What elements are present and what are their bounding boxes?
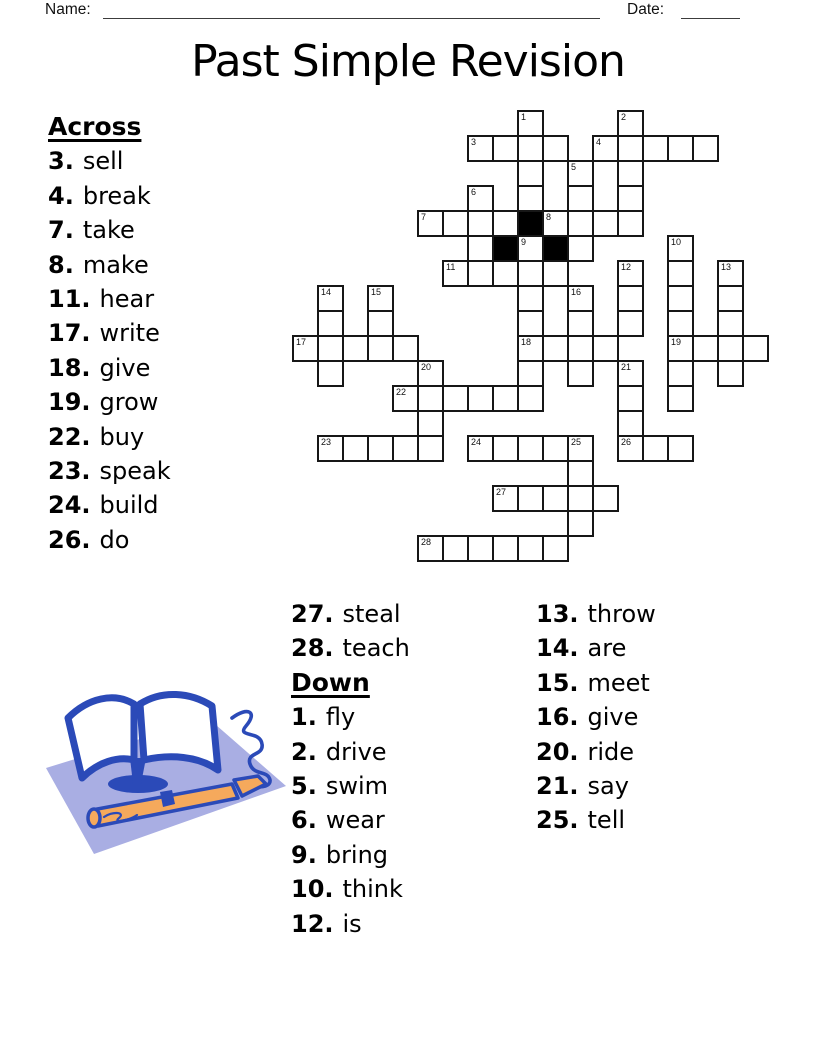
grid-cell[interactable] [567, 460, 594, 487]
grid-cell-black [517, 210, 544, 237]
crossword-grid [292, 110, 769, 562]
clue-word: make [82, 250, 149, 279]
grid-cell[interactable] [442, 535, 469, 562]
grid-cell[interactable] [417, 385, 444, 412]
grid-cell[interactable] [567, 360, 594, 387]
grid-cell[interactable] [492, 210, 519, 237]
cell-number: 27 [496, 487, 507, 497]
grid-cell[interactable] [517, 435, 544, 462]
grid-cell[interactable] [717, 335, 744, 362]
clue-item [291, 872, 410, 906]
grid-cell[interactable] [517, 260, 544, 287]
grid-cell[interactable] [692, 335, 719, 362]
across-clue-list [48, 110, 171, 557]
cell-number: 24 [471, 437, 482, 447]
clue-number: 7. [48, 216, 74, 245]
grid-cell[interactable] [542, 485, 569, 512]
grid-cell[interactable] [367, 310, 394, 337]
clue-item [536, 735, 656, 769]
clue-word: fly [325, 703, 356, 732]
clue-number: 25. [536, 806, 579, 835]
clue-word: wear [325, 806, 385, 835]
grid-cell[interactable] [517, 185, 544, 212]
grid-cell[interactable] [367, 435, 394, 462]
grid-cell[interactable] [442, 260, 469, 287]
clue-word: teach [342, 634, 410, 663]
grid-cell[interactable] [442, 210, 469, 237]
grid-cell[interactable] [617, 360, 644, 387]
grid-cell[interactable] [567, 210, 594, 237]
clue-word: drive [325, 737, 387, 766]
grid-cell[interactable] [617, 385, 644, 412]
clue-number: 24. [48, 491, 91, 520]
cell-number: 4 [596, 137, 602, 147]
clue-item [48, 420, 171, 454]
date-label: Date: [627, 1, 665, 18]
across-tail-clue-items [291, 597, 410, 666]
grid-cell[interactable] [617, 310, 644, 337]
cell-number: 19 [671, 337, 682, 347]
grid-cell[interactable] [417, 410, 444, 437]
grid-cell[interactable] [392, 385, 419, 412]
clue-word: break [82, 181, 151, 210]
grid-cell[interactable] [392, 335, 419, 362]
clue-word: grow [99, 388, 159, 417]
grid-cell[interactable] [617, 260, 644, 287]
grid-cell[interactable] [667, 385, 694, 412]
grid-cell[interactable] [367, 335, 394, 362]
grid-cell[interactable] [542, 335, 569, 362]
clue-number: 3. [48, 147, 74, 176]
grid-cell[interactable] [617, 435, 644, 462]
cell-number: 14 [321, 287, 332, 297]
grid-cell[interactable] [492, 485, 519, 512]
grid-cell[interactable] [467, 260, 494, 287]
grid-cell[interactable] [667, 260, 694, 287]
clue-number: 11. [48, 285, 91, 314]
clue-item [48, 454, 171, 488]
clue-item [536, 769, 656, 803]
clue-item [536, 700, 656, 734]
grid-cell[interactable] [667, 235, 694, 262]
clue-item [48, 144, 171, 178]
clue-word: tell [587, 806, 626, 835]
clue-word: bring [325, 840, 389, 869]
clue-item [291, 838, 410, 872]
cell-number: 3 [471, 137, 477, 147]
clue-item [291, 735, 410, 769]
clue-number: 10. [291, 875, 334, 904]
clue-item [291, 907, 410, 941]
clue-number: 4. [48, 181, 74, 210]
cell-number: 15 [371, 287, 382, 297]
clue-number: 18. [48, 353, 91, 382]
clue-item [291, 803, 410, 837]
clue-word: do [99, 525, 130, 554]
grid-cell[interactable] [517, 310, 544, 337]
cell-number: 5 [571, 162, 577, 172]
cell-number: 23 [321, 437, 332, 447]
grid-cell[interactable] [717, 260, 744, 287]
clue-item [536, 597, 656, 631]
grid-cell[interactable] [667, 360, 694, 387]
grid-cell[interactable] [567, 235, 594, 262]
cell-number: 16 [571, 287, 582, 297]
grid-cell[interactable] [542, 135, 569, 162]
clue-item [291, 597, 410, 631]
grid-cell[interactable] [592, 485, 619, 512]
grid-cell[interactable] [417, 435, 444, 462]
cell-number: 26 [621, 437, 632, 447]
clue-number: 9. [291, 840, 317, 869]
grid-cell[interactable] [467, 385, 494, 412]
clue-word: speak [99, 457, 171, 486]
grid-cell[interactable] [417, 210, 444, 237]
grid-cell[interactable] [617, 410, 644, 437]
grid-cell[interactable] [517, 135, 544, 162]
down-clue-items [291, 700, 410, 941]
clue-number: 22. [48, 422, 91, 451]
grid-cell[interactable] [717, 285, 744, 312]
clue-number: 5. [291, 772, 317, 801]
clue-number: 2. [291, 737, 317, 766]
clue-word: is [342, 909, 362, 938]
grid-cell[interactable] [617, 185, 644, 212]
grid-cell[interactable] [542, 210, 569, 237]
grid-cell[interactable] [467, 185, 494, 212]
grid-cell[interactable] [642, 135, 669, 162]
clue-number: 28. [291, 634, 334, 663]
cell-number: 28 [421, 537, 432, 547]
clue-number: 23. [48, 457, 91, 486]
down-clue-items-2 [536, 597, 656, 838]
grid-cell[interactable] [517, 535, 544, 562]
clue-word: hear [99, 285, 155, 314]
cell-number: 11 [446, 262, 456, 272]
page-title: Past Simple Revision [191, 36, 625, 87]
clue-number: 16. [536, 703, 579, 732]
grid-cell[interactable] [442, 385, 469, 412]
clue-item [48, 248, 171, 282]
grid-cell[interactable] [392, 435, 419, 462]
clue-item [48, 179, 171, 213]
grid-cell[interactable] [542, 435, 569, 462]
grid-cell[interactable] [567, 485, 594, 512]
grid-cell[interactable] [517, 110, 544, 137]
grid-cell[interactable] [617, 160, 644, 187]
grid-cell[interactable] [592, 335, 619, 362]
clue-number: 12. [291, 909, 334, 938]
clue-item [48, 213, 171, 247]
grid-cell[interactable] [717, 310, 744, 337]
grid-cell[interactable] [517, 485, 544, 512]
grid-cell[interactable] [342, 335, 369, 362]
grid-cell[interactable] [467, 535, 494, 562]
clue-word: steal [342, 600, 401, 628]
grid-cell[interactable] [617, 285, 644, 312]
grid-cell[interactable] [492, 435, 519, 462]
grid-cell[interactable] [342, 435, 369, 462]
grid-cell[interactable] [517, 235, 544, 262]
clue-item [536, 803, 656, 837]
grid-cell[interactable] [617, 135, 644, 162]
grid-cell[interactable] [292, 335, 319, 362]
grid-cell[interactable] [667, 285, 694, 312]
grid-cell[interactable] [592, 135, 619, 162]
cell-number: 18 [521, 337, 532, 347]
clue-item [536, 666, 656, 700]
cell-number: 6 [471, 187, 477, 197]
clue-word: give [99, 353, 151, 382]
grid-cell[interactable] [317, 360, 344, 387]
cell-number: 22 [396, 387, 407, 397]
cell-number: 10 [671, 237, 682, 247]
clue-item [48, 523, 171, 557]
grid-cell[interactable] [492, 385, 519, 412]
clue-word: take [82, 216, 135, 245]
clue-number: 20. [536, 737, 579, 766]
name-label: Name: [45, 1, 91, 18]
clue-item [291, 769, 410, 803]
clue-number: 13. [536, 600, 579, 628]
grid-cell[interactable] [417, 360, 444, 387]
cell-number: 1 [521, 112, 527, 122]
clue-word: ride [587, 737, 635, 766]
clue-word: write [99, 319, 160, 348]
clue-item [48, 351, 171, 385]
cell-number: 17 [296, 337, 307, 347]
clue-number: 26. [48, 525, 91, 554]
grid-cell[interactable] [667, 435, 694, 462]
clue-word: say [587, 772, 629, 801]
cell-number: 2 [621, 112, 627, 122]
grid-cell[interactable] [317, 310, 344, 337]
grid-cell[interactable] [492, 135, 519, 162]
grid-cell[interactable] [567, 335, 594, 362]
clue-item [48, 316, 171, 350]
cell-number: 13 [721, 262, 732, 272]
bottom-right-clue-list [536, 597, 656, 838]
grid-cell[interactable] [567, 310, 594, 337]
grid-cell[interactable] [667, 310, 694, 337]
grid-cell[interactable] [492, 535, 519, 562]
grid-cell[interactable] [567, 285, 594, 312]
down-header: Down [291, 667, 370, 697]
grid-cell[interactable] [617, 110, 644, 137]
grid-cell[interactable] [542, 260, 569, 287]
clue-number: 1. [291, 703, 317, 732]
cell-number: 12 [621, 262, 632, 272]
clue-number: 17. [48, 319, 91, 348]
grid-cell[interactable] [492, 260, 519, 287]
clue-item [48, 385, 171, 419]
grid-cell[interactable] [642, 435, 669, 462]
grid-cell[interactable] [542, 535, 569, 562]
clue-word: buy [99, 422, 145, 451]
clue-number: 15. [536, 668, 579, 697]
grid-cell[interactable] [567, 435, 594, 462]
grid-cell[interactable] [517, 285, 544, 312]
clue-number: 6. [291, 806, 317, 835]
grid-cell[interactable] [592, 210, 619, 237]
grid-cell[interactable] [367, 285, 394, 312]
across-header: Across [48, 112, 142, 141]
grid-cell[interactable] [417, 535, 444, 562]
grid-cell[interactable] [317, 435, 344, 462]
cell-number: 25 [571, 437, 582, 447]
clue-item [291, 700, 410, 734]
grid-cell[interactable] [317, 285, 344, 312]
grid-cell[interactable] [467, 210, 494, 237]
clue-word: throw [587, 600, 656, 628]
grid-cell[interactable] [467, 435, 494, 462]
clue-item [48, 282, 171, 316]
grid-cell[interactable] [517, 160, 544, 187]
grid-cell[interactable] [742, 335, 769, 362]
clue-word: meet [587, 668, 650, 697]
date-blank-line[interactable] [681, 0, 740, 19]
cell-number: 7 [421, 212, 427, 222]
clue-number: 8. [48, 250, 74, 279]
clue-number: 19. [48, 388, 91, 417]
clue-number: 27. [291, 600, 334, 628]
clue-word: swim [325, 772, 389, 801]
clue-word: give [587, 703, 639, 732]
cell-number: 20 [421, 362, 432, 372]
clue-word: sell [82, 147, 124, 176]
grid-cell[interactable] [517, 385, 544, 412]
cell-number: 9 [521, 237, 527, 247]
clue-item [536, 631, 656, 665]
grid-cell[interactable] [467, 135, 494, 162]
clue-word: are [587, 634, 627, 663]
grid-cell[interactable] [517, 335, 544, 362]
bottom-middle-clue-list [291, 597, 410, 941]
clue-item [291, 631, 410, 665]
cell-number: 8 [546, 212, 552, 222]
grid-cell-black [492, 235, 519, 262]
grid-cell[interactable] [467, 235, 494, 262]
clue-item [48, 488, 171, 522]
grid-cell[interactable] [567, 185, 594, 212]
grid-cell[interactable] [617, 210, 644, 237]
grid-cell[interactable] [692, 135, 719, 162]
clue-number: 21. [536, 772, 579, 801]
grid-cell[interactable] [667, 335, 694, 362]
cell-number: 21 [621, 362, 632, 372]
grid-cell[interactable] [567, 510, 594, 537]
across-clue-items [48, 144, 171, 557]
grid-cell-black [542, 235, 569, 262]
grid-cell[interactable] [317, 335, 344, 362]
grid-cell[interactable] [717, 360, 744, 387]
clue-number: 14. [536, 634, 579, 663]
grid-cell[interactable] [567, 160, 594, 187]
grid-cell[interactable] [517, 360, 544, 387]
clue-word: build [99, 491, 159, 520]
clue-word: think [342, 875, 403, 904]
grid-cell[interactable] [667, 135, 694, 162]
name-blank-line[interactable] [103, 0, 600, 19]
book-pen-clipart [36, 684, 301, 856]
